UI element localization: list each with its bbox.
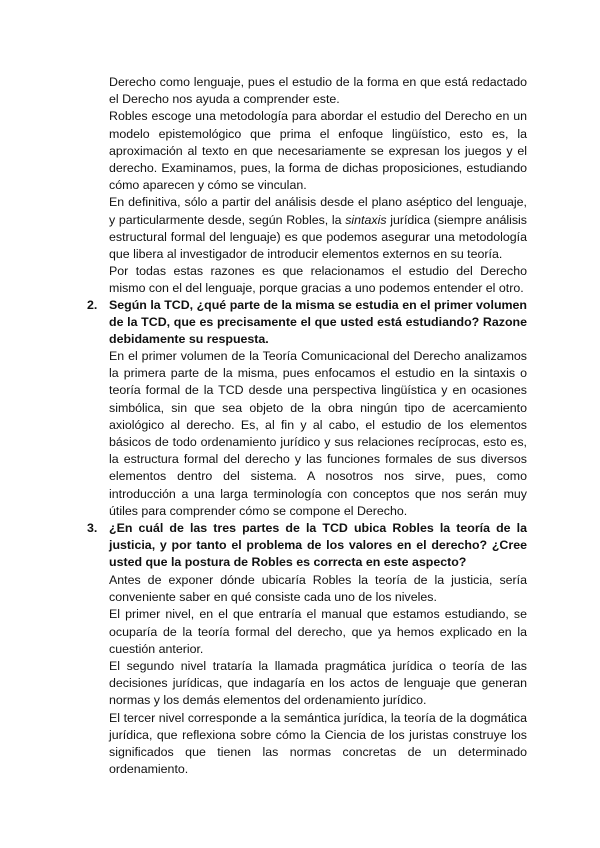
question-number: 3. bbox=[87, 521, 98, 535]
paragraph-text: En definitiva, sólo a partir del análisis desde el plano aséptico del lenguaje, y particularmente desde, según Robles, la bbox=[109, 195, 527, 227]
question-3 bbox=[87, 520, 527, 572]
italic-term: sintaxis bbox=[345, 212, 387, 227]
question-text: Según la TCD, ¿qué parte de la misma se estudia en el primer volumen de la TCD, que es precisamente el que usted está estudiando? Razone debidamente su respuesta. bbox=[109, 298, 527, 347]
answer-3 bbox=[109, 572, 527, 778]
paragraph: Derecho como lenguaje, pues el estudio de la forma en que está redactado el Derecho nos ayuda a comprender este. bbox=[109, 75, 527, 107]
paragraph bbox=[109, 194, 527, 263]
answer-2 bbox=[109, 348, 527, 520]
question-2 bbox=[87, 297, 527, 349]
paragraph: El segundo nivel trataría la llamada pragmática jurídica o teoría de las decisiones jurídicas, que indagaría en los actos de lenguaje que generan normas y los demás elementos del ordenamiento jurídico. bbox=[109, 659, 527, 708]
question-text: ¿En cuál de las tres partes de la TCD ubica Robles la teoría de la justicia, y por tanto el problema de los valores en el derecho? ¿Cree usted que la postura de Robles es correcta en este aspecto? bbox=[109, 521, 527, 570]
question-number: 2. bbox=[87, 298, 98, 312]
paragraph: En el primer volumen de la Teoría Comunicacional del Derecho analizamos la primera parte de la misma, pues enfocamos el estudio en la sintaxis o teoría formal de la TCD desde una perspectiva lingüística y en ocasiones simbólica, sin que sea objeto de la obra ningún tipo de acercamiento axiológico al derecho. Es, al fin y al cabo, el estudio de los elementos básicos de todo ordenamiento jurídico y sus relaciones recíprocas, esto es, la estructura formal del derecho y las funciones formales de sus diversos elementos dentro del sistema. A nosotros nos sirve, pues, como introducción a una larga terminología con conceptos que nos serán muy útiles para comprender cómo se compone el Derecho. bbox=[109, 349, 527, 518]
paragraph-text: jurídica (siempre análisis estructural formal del lenguaje) es que podemos asegurar una metodología que libera al investigador de introducir elementos externos en su teoría. bbox=[109, 212, 527, 262]
paragraph: El tercer nivel corresponde a la semántica jurídica, la teoría de la dogmática jurídica, que reflexiona sobre cómo la Ciencia de los juristas construye los significados que tienen las normas concretas de un determinado ordenamiento. bbox=[109, 710, 527, 777]
section-1-text bbox=[109, 74, 527, 298]
paragraph: Robles escoge una metodología para abordar el estudio del Derecho en un modelo epistemológico que prima el enfoque lingüístico, esto es, la aproximación al texto en que necesariamente se expresan los juegos y el derecho. Examinamos, pues, la forma de dichas proposiciones, estudiando cómo aparecen y cómo se vinculan. bbox=[109, 109, 527, 193]
paragraph: El primer nivel, en el que entraría el manual que estamos estudiando, se ocuparía de la teoría formal del derecho, que ya hemos explicado en la cuestión anterior. bbox=[109, 607, 527, 656]
paragraph: Antes de exponer dónde ubicaría Robles la teoría de la justicia, sería conveniente saber en qué consiste cada uno de los niveles. bbox=[109, 573, 527, 605]
paragraph: Por todas estas razones es que relacionamos el estudio del Derecho mismo con el del lenguaje, porque gracias a uno podemos entender el otro. bbox=[109, 264, 527, 296]
